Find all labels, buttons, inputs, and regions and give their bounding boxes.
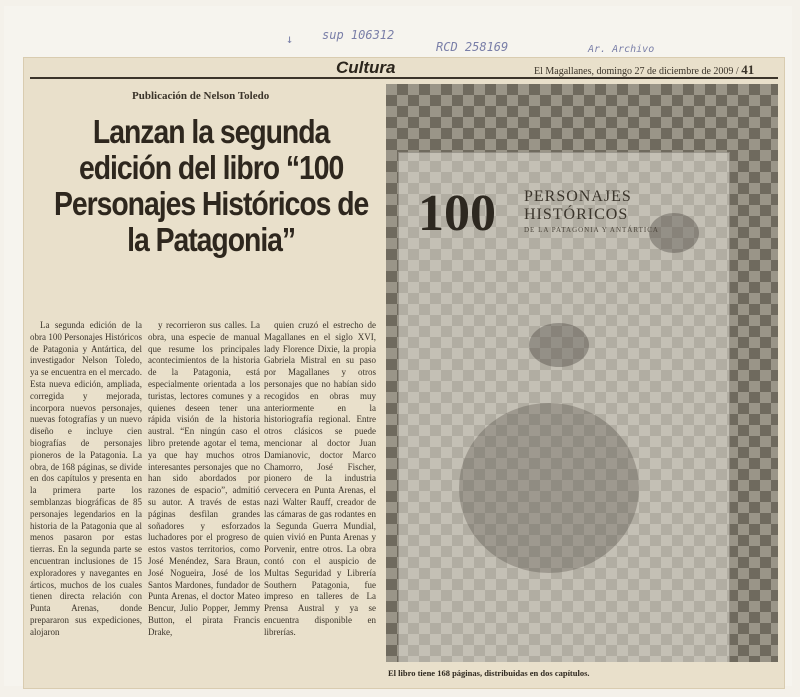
article-column-2 <box>148 320 260 639</box>
cover-figure-group <box>459 403 639 573</box>
cover-emblem <box>529 323 589 367</box>
cover-subtitle: DE LA PATAGONIA Y ANTÁRTICA <box>524 226 659 234</box>
handwritten-rcd-ref: RCD 258169 <box>436 40 509 54</box>
folio-line <box>534 62 754 78</box>
article-kicker: Publicación de Nelson Toledo <box>132 90 270 102</box>
header-rule <box>30 77 778 79</box>
scan-sheet <box>4 6 792 686</box>
article-column-1 <box>30 320 142 639</box>
newspaper-clipping <box>24 58 784 688</box>
book-cover-photo <box>386 84 778 662</box>
column-1-text: La segunda edición de la obra 100 Personajes Históricos de Patagonia y Antártica, del investigador Nelson Toledo, ya se encuentra en el mercado. Esta nueva edición, ampliada, corregida y mejorada, incorpora nuevos personajes, nuevas fotografías y un nuevo diseño e incluye cien biografías de personajes pioneros de la Patagonia. La obra, de 168 páginas, se divide en dos capítulos y presenta en la primera parte los semblanzas biográficas de 85 personajes legendarios en la historia de la Patagonia que al menos pasaron por estas tierras. En la segunda parte se encuentran inclusiones de 15 exploradores y navegantes en árticos, muchos de los cuales tienen directa relación con Punta Arenas, donde prepararon sus expediciones, alojaron <box>30 320 142 637</box>
handwritten-arrow: ↓ <box>286 32 294 46</box>
article-headline: Lanzan la segunda edición del libro “100 Personajes Históricos de la Patagonia” <box>53 113 369 258</box>
photo-caption: El libro tiene 168 páginas, distribuidas en dos capítulos. <box>388 668 590 678</box>
section-title: Cultura <box>336 58 396 77</box>
cover-title-line-1: PERSONAJES <box>524 188 632 205</box>
article-column-3 <box>264 320 376 639</box>
column-2-text: y recorrieron sus calles. La obra, una especie de manual que resume los principales acontecimientos de la historia de la Patagonia, está especialmente orientada a los turistas, lectores comunes y a quienes deseen tener una rápida visión de la historia austral. “En ningún caso el libro pretende agotar el tema, ya que hay muchos otros interesantes personajes que no han sido abordados por razones de espacio”, admitió su autor. A través de estas páginas desfilan grandes soñadores y esforzados luchadores por el progreso de estos vastos territorios, como José Menéndez, Sara Braun, José Nogueira, José de los Santos Mardones, fundador de Punta Arenas, el doctor Mateo Bencur, Julio Popper, Jemmy Button, el pirata Francis Drake, <box>148 320 260 637</box>
page-number: 41 <box>741 62 755 77</box>
folio-text: El Magallanes, domingo 27 de diciembre de 2009 / <box>534 66 739 77</box>
cover-number: 100 <box>418 185 496 242</box>
column-3-text: quien cruzó el estrecho de Magallanes en el siglo XVI, lady Florence Dixie, la propia Gabriela Mistral en su paso por Magallanes y otros personajes que no habían sido recogidos en obras muy anteriormente en la historiografía regional. Entre otros clásicos se puede mencionar al doctor Juan Damianovic, doctor Marco Chamorro, José Fischer, pionero de la industria cervecera en Punta Arenas, el nazi Walter Rauff, creador de las cámaras de gas rodantes en la Segunda Guerra Mundial, quien vivió en Punta Arenas y Porvenir, entre otros. La obra contó con el auspicio de Multas Seguridad y Librería Southern Patagonia, fue impreso en talleres de La Prensa Austral y ya se encuentra disponible en librerías. <box>264 320 376 637</box>
handwritten-sup-ref: sup 106312 <box>322 28 395 42</box>
handwritten-archive-note: Ar. Archivo <box>588 44 655 55</box>
cover-title-line-2: HISTÓRICOS <box>524 206 629 223</box>
